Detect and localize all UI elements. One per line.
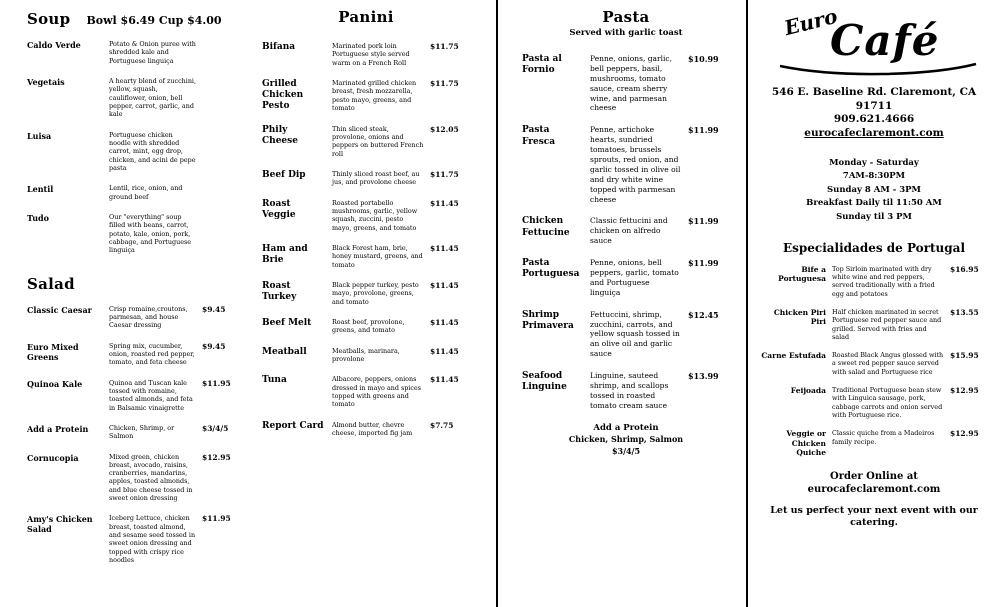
menu-item	[262, 125, 470, 158]
item-desc: Roast beef, provolone, greens, and tomato	[332, 317, 405, 335]
item-desc: Classic quiche from a Madeiros family recipe.	[832, 429, 935, 446]
item-price: $11.75	[430, 42, 459, 51]
item-name: Pasta Portuguesa	[522, 258, 580, 280]
item-desc: Penne, artichoke hearts, sundried tomatoes, brussels sprouts, red onion, and garlic tossed in olive oil and dry white wine topped with parmesan cheese	[590, 125, 681, 204]
item-desc: Penne, onions, bell peppers, garlic, tomato and Portuguese linguiça	[590, 258, 679, 297]
item-price: $11.45	[430, 375, 459, 385]
item-name: Pasta Fresca	[522, 125, 556, 147]
menu-item	[27, 40, 240, 65]
item-price: $10.99	[688, 54, 719, 64]
panini-items	[262, 42, 470, 437]
salad-section	[27, 275, 240, 565]
item-price: $11.99	[688, 258, 719, 269]
item-price: $11.95	[202, 378, 231, 388]
item-name: Veggie or Chicken Quiche	[786, 429, 826, 458]
hours-line: Breakfast Daily til 11:50 AM	[806, 198, 942, 209]
item-desc: Fettuccini, shrimp, zucchini, carrots, and yellow squash tossed in an olive oil and garlic sauce	[590, 309, 680, 359]
item-price: $3/4/5	[202, 423, 229, 433]
panini-title: Panini	[338, 8, 394, 26]
item-desc: Linguine, sauteed shrimp, and scallops tossed in roasted tomato cream sauce	[590, 371, 669, 410]
item-name: Roast Veggie	[262, 198, 296, 220]
menu-item	[27, 131, 240, 173]
hours-line: Monday - Saturday	[829, 157, 919, 168]
menu-item	[262, 281, 470, 306]
item-price: $9.45	[202, 341, 226, 351]
item-name: Meatball	[262, 346, 307, 357]
pasta-column	[498, 0, 746, 607]
pasta-items	[522, 54, 730, 411]
item-desc: Spring mix, cucumber, onion, roasted red pepper, tomato, and feta cheese	[109, 341, 195, 367]
menu-item	[27, 379, 240, 412]
item-name: Chicken Fettucine	[522, 216, 570, 238]
catering-note: Let us perfect your next event with our catering.	[770, 504, 978, 529]
item-desc: Thinly sliced roast beef, au jus, and provolone cheese	[332, 170, 420, 187]
item-desc: Traditional Portuguese bean stew with Linguica sausage, pork, cabbage carrots and onion served with Portuguese rice.	[832, 386, 943, 420]
item-price: $16.95	[950, 264, 979, 274]
item-price: $11.45	[430, 244, 459, 254]
item-name: Bifana	[262, 42, 296, 52]
address-line2: 91711	[855, 99, 893, 112]
item-price: $11.45	[430, 281, 459, 290]
item-desc: Albacore, peppers, onions dressed in mayo and spices topped with greens and tomato	[332, 375, 422, 409]
item-name: Carne Estufada	[761, 351, 826, 361]
logo-euro-text: Euro	[781, 3, 840, 41]
hours-line: 7AM-8:30PM	[842, 171, 906, 182]
item-price: $13.55	[950, 307, 979, 317]
item-name: Euro Mixed Greens	[27, 341, 79, 362]
pasta-protein-note	[522, 423, 730, 457]
item-price: $9.45	[202, 304, 226, 314]
item-price	[202, 131, 240, 173]
soup-title: Soup	[27, 10, 71, 28]
item-name: Ham and Brie	[262, 244, 308, 266]
item-name: Lentil	[27, 184, 54, 195]
item-price	[202, 213, 240, 255]
item-name: Shrimp Primavera	[522, 309, 574, 331]
item-desc: Potato & Onion puree with shredded kale and Portuguese linguiça	[109, 40, 196, 65]
item-desc: Portuguese chicken noodle with shredded carrot, mint, egg drop, chicken, and acini de pepe pasta	[109, 130, 196, 172]
item-name: Chicken Piri Piri	[773, 307, 826, 327]
item-price: $12.95	[202, 452, 231, 462]
menu-item	[522, 216, 730, 246]
item-price: $11.95	[202, 514, 231, 524]
item-name: Tuna	[262, 375, 287, 386]
menu-item	[262, 318, 470, 335]
item-price: $12.45	[688, 309, 719, 320]
item-desc: Lentil, rice, onion, and ground beef	[109, 184, 183, 201]
item-name: Bife a Portuguesa	[778, 264, 826, 283]
menu-item	[27, 77, 240, 119]
pasta-subtitle: Served with garlic toast	[569, 28, 683, 38]
menu-item	[760, 386, 988, 419]
menu-item	[760, 429, 988, 457]
item-desc: Meatballs, marinara, provolone	[332, 346, 400, 363]
specials-items	[760, 265, 988, 458]
item-price: $12.95	[950, 386, 979, 396]
item-desc: A hearty blend of zucchini, yellow, squash, cauliflower, onion, bell pepper, carrot, garlic, and kale	[109, 76, 197, 119]
item-desc: Half chicken marinated in secret Portuguese red pepper sauce and grilled. Served with fries and salad	[832, 307, 942, 341]
hours-line: Sunday 8 AM - 3PM	[827, 184, 921, 195]
menu-item	[27, 453, 240, 503]
menu-item	[262, 375, 470, 408]
panini-column	[252, 0, 496, 607]
menu-item	[262, 421, 470, 438]
menu-item	[760, 308, 988, 341]
hours-block	[760, 157, 988, 225]
item-desc: Almond butter, chevre cheese, imported fig jam	[332, 420, 413, 437]
item-name: Tudo	[27, 212, 49, 223]
item-desc: Marinated grilled chicken breast, fresh mozzarella, pesto mayo, greens, and tomato	[332, 78, 417, 112]
item-desc: Marinated pork loin Portuguese style served warm on a French Roll	[332, 42, 410, 67]
menu-item	[262, 79, 470, 113]
item-desc: Iceberg Lettuce, chicken breast, toasted almond, and sesame seed tossed in sweet onion dressing and topped with crispy rice noodles	[109, 514, 196, 565]
soup-header	[27, 10, 240, 28]
item-price: $11.99	[688, 125, 719, 136]
phone-number: 909.621.4666	[833, 113, 915, 126]
menu-item	[522, 310, 730, 359]
item-name: Seafood Linguine	[522, 371, 567, 393]
menu-item	[522, 258, 730, 298]
pasta-title: Pasta	[602, 8, 650, 26]
soup-items	[27, 40, 240, 255]
item-name: Feijoada	[790, 386, 826, 396]
protein-note-price: $3/4/5	[611, 445, 641, 456]
address-line1: 546 E. Baseline Rd. Claremont, CA	[771, 86, 977, 98]
order-online-website: eurocafeclaremont.com	[807, 484, 941, 496]
item-name: Roast Turkey	[262, 281, 297, 303]
menu-item	[262, 347, 470, 364]
item-price: $11.75	[430, 78, 459, 88]
item-price: $7.75	[430, 420, 454, 430]
item-desc: Mixed green, chicken breast, avocado, raisins, cranberries, mandarins, apples, toasted almonds, and blue cheese tossed in sweet onion dressing	[109, 452, 193, 503]
item-desc: Black pepper turkey, pesto mayo, provolone, greens, and tomato	[332, 281, 419, 306]
logo-swoosh-icon	[778, 62, 978, 78]
menu-item	[262, 199, 470, 232]
menu-item	[27, 342, 240, 367]
item-price: $12.95	[950, 429, 979, 439]
menu-item	[760, 351, 988, 376]
menu-item	[262, 42, 470, 67]
soup-pricing: Bowl $6.49 Cup $4.00	[86, 14, 222, 27]
item-name: Luisa	[27, 130, 52, 141]
item-desc: Quinoa and Tuscan kale tossed with romaine, toasted almonds, and feta in Balsamic vinaigrette	[109, 378, 193, 412]
item-price: $13.99	[688, 371, 719, 382]
item-price	[202, 184, 240, 201]
item-desc: Roasted portabello mushrooms, garlic, yellow squash, zuccini, pesto mayo, greens, and tomato	[332, 198, 418, 232]
item-name: Caldo Verde	[27, 40, 81, 50]
item-desc: Roasted Black Angus glossed with a sweet red pepper sauce served with salad and Portuguese rice	[832, 351, 944, 376]
hours-line: Sunday til 3 PM	[836, 211, 912, 222]
soup-salad-column	[0, 0, 252, 607]
menu-item	[27, 213, 240, 255]
item-price: $11.45	[430, 317, 459, 327]
item-price: $11.45	[430, 346, 459, 356]
soup-section	[27, 10, 240, 255]
website-link: eurocafeclaremont.com	[804, 126, 944, 139]
item-name: Vegetais	[27, 76, 65, 87]
item-name: Cornucopia	[27, 452, 79, 463]
item-name: Beef Dip	[262, 170, 306, 181]
menu-item	[522, 371, 730, 411]
item-price: $15.95	[950, 351, 979, 361]
item-desc: Black Forest ham, brie, honey mustard, greens, and tomato	[332, 244, 423, 269]
euro-cafe-logo	[760, 3, 988, 82]
salad-items	[27, 305, 240, 565]
menu-item	[27, 424, 240, 441]
menu-item	[262, 170, 470, 187]
item-price	[202, 40, 240, 65]
item-name: Grilled Chicken Pesto	[262, 78, 304, 112]
salad-title: Salad	[27, 274, 75, 293]
item-desc: Penne, onions, garlic, bell peppers, basil, mushrooms, tomato sauce, cream sherry wine, and parmesan cheese	[590, 54, 672, 113]
item-name: Report Card	[262, 420, 324, 431]
item-desc: Crisp romaine,croutons, parmesan, and house Caesar dressing	[109, 304, 188, 330]
item-desc: Classic fettucini and chicken on alfredo sauce	[590, 216, 668, 246]
item-name: Quinoa Kale	[27, 378, 83, 389]
menu-item	[522, 125, 730, 204]
item-price	[202, 77, 240, 119]
menu-item	[760, 265, 988, 298]
item-desc: Top Sirloin marinated with dry white wine and red peppers, served traditionally with a fried egg and potatoes	[832, 264, 935, 298]
item-name: Classic Caesar	[27, 304, 92, 315]
menu-item	[27, 305, 240, 330]
item-name: Beef Melt	[262, 317, 312, 328]
menu-item	[27, 184, 240, 201]
item-name: Amy's Chicken Salad	[27, 514, 93, 535]
item-price: $11.45	[430, 198, 459, 208]
order-online-text: Order Online at	[830, 470, 918, 482]
info-column	[748, 0, 1000, 607]
item-price: $11.99	[688, 216, 719, 227]
specials-title: Especialidades de Portugal	[782, 240, 966, 255]
item-name: Pasta al Fornio	[522, 54, 562, 76]
item-price: $11.75	[430, 170, 459, 180]
item-desc: Our "everything" soup filled with beans, carrot, potato, kale, onion, pork, cabbage, and Portuguese linguiça	[109, 212, 192, 255]
menu-item	[27, 514, 240, 564]
menu-item	[262, 244, 470, 269]
protein-note-options: Chicken, Shrimp, Salmon	[568, 433, 684, 444]
item-name: Add a Protein	[27, 423, 89, 434]
logo-cafe-text: Café	[830, 16, 940, 65]
item-desc: Thin sliced steak, provolone, onions and peppers on buttered French roll	[332, 124, 424, 158]
item-name: Phily Cheese	[262, 124, 298, 146]
menu-item	[522, 54, 730, 113]
protein-note-title: Add a Protein	[593, 422, 659, 433]
item-price: $12.05	[430, 124, 459, 134]
item-desc: Chicken, Shrimp, or Salmon	[109, 423, 175, 441]
footer-block	[760, 470, 988, 531]
